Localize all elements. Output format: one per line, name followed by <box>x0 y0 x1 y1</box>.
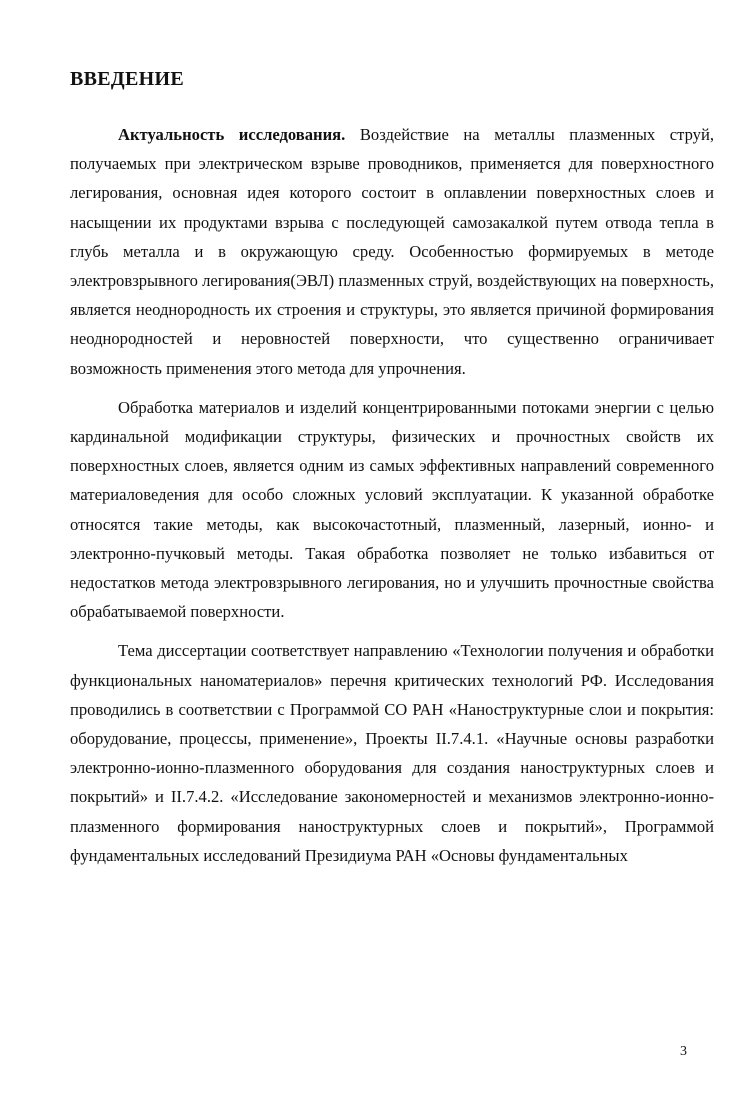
paragraph-topic: Тема диссертации соответствует направлению «Технологии получения и обработки функциональных наноматериалов» перечня критических технологий РФ. Исследования проводились в соответствии с Программой СО РАН «Наноструктурные слои и покрытия: оборудование, процессы, применение», Проекты II.7.4.1. «Научные основы разработки электронно-ионно-плазменного оборудования для создания наноструктурных слоев и покрытий» и II.7.4.2. «Исследование закономерностей и механизмов электронно-ионно-плазменного формирования наноструктурных слоев и покрытий», Программой фундаментальных исследований Президиума РАН «Основы фундаментальных <box>70 641 714 865</box>
paragraph-relevance <box>70 120 714 383</box>
paragraph-text: Воздействие на металлы плазменных струй, получаемых при электрическом взрыве проводников, применяется для поверхностного легирования, основная идея которого состоит в оплавлении поверхностных слоев и насыщении их продуктами взрыва с последующей самозакалкой путем отвода тепла в глубь металла и в окружающую среду. Особенностью формируемых в методе электровзрывного легирования(ЭВЛ) плазменных струй, воздействующих на поверхность, является неоднородность их строения и структуры, это является причиной формирования неоднородностей и неровностей поверхности, что существенно ограничивает возможность применения этого метода для упрочнения. <box>70 125 714 378</box>
section-heading: ВВЕДЕНИЕ <box>70 68 184 90</box>
body-text <box>70 120 714 870</box>
page-number: 3 <box>680 1044 687 1059</box>
paragraph-lead: Актуальность исследования. <box>118 125 346 144</box>
paragraph-processing: Обработка материалов и изделий концентрированными потоками энергии с целью кардинальной модификации структуры, физических и прочностных свойств их поверхностных слоев, является одним из самых эффективных направлений современного материаловедения для особо сложных условий эксплуатации. К указанной обработке относятся такие методы, как высокочастотный, плазменный, лазерный, ионно- и электронно-пучковый методы. Такая обработка позволяет не только избавиться от недостатков метода электровзрывного легирования, но и улучшить прочностные свойства обрабатываемой поверхности. <box>70 397 714 622</box>
